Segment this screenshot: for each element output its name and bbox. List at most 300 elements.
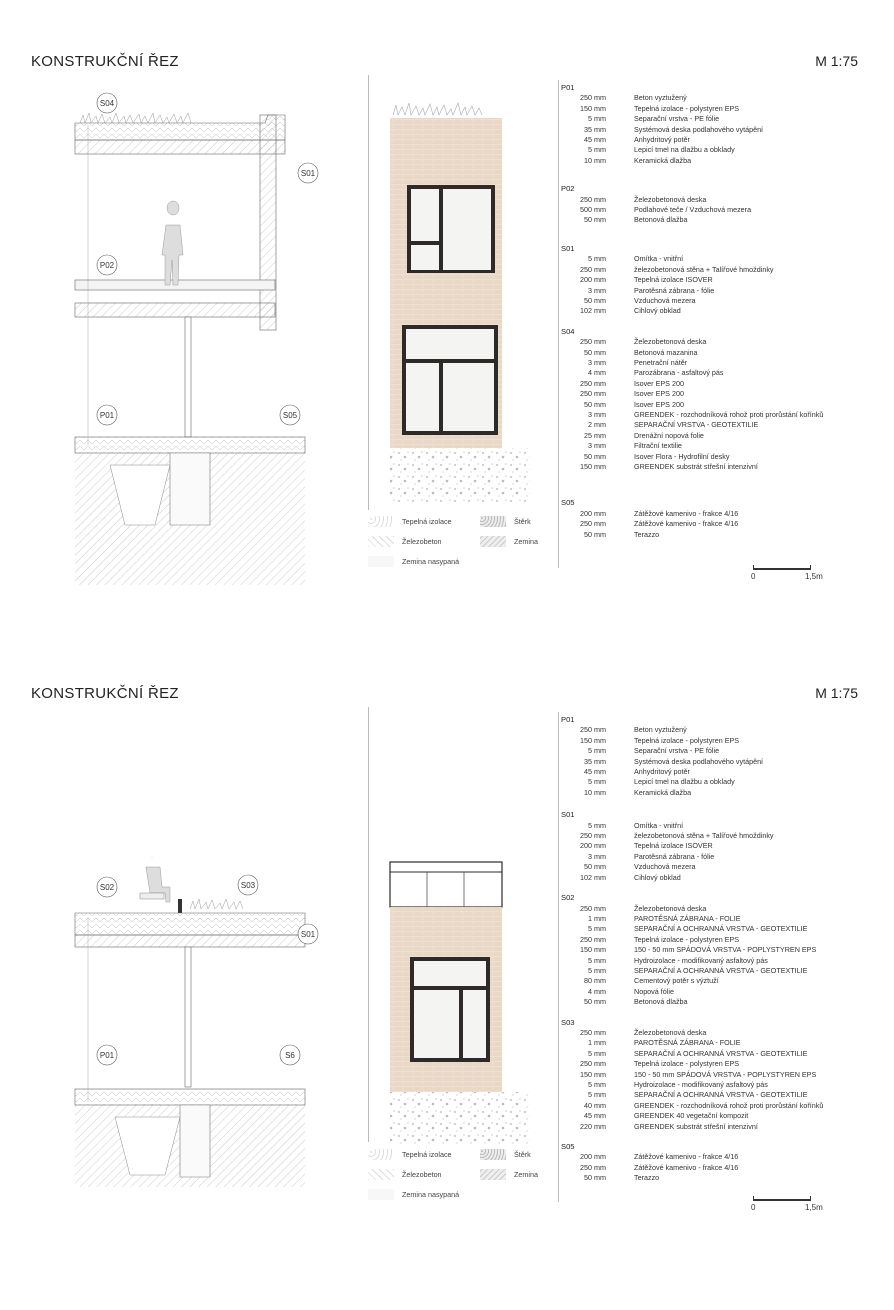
spec-block-s03 bbox=[561, 1028, 823, 1132]
spec-layer-row bbox=[561, 93, 823, 103]
layer-thickness: 250 mm bbox=[580, 389, 606, 399]
spec-layer-row bbox=[561, 195, 823, 205]
layer-thickness: 102 mm bbox=[580, 306, 606, 316]
spec-block-s04 bbox=[561, 337, 823, 472]
spec-layer-row bbox=[561, 1101, 823, 1111]
layer-thickness: 5 mm bbox=[588, 820, 606, 830]
spec-code: P02 bbox=[561, 184, 575, 194]
sheet-bottom bbox=[0, 632, 894, 1287]
layer-thickness: 1 mm bbox=[588, 913, 606, 923]
layer-thickness: 25 mm bbox=[584, 430, 606, 440]
ground-floor-slab bbox=[75, 1089, 305, 1105]
spec-layer-row bbox=[561, 725, 823, 735]
legend-swatch-gravel bbox=[480, 1149, 506, 1160]
spec-layer-row bbox=[561, 400, 823, 410]
layer-thickness: 50 mm bbox=[584, 1173, 606, 1183]
layer-material: Keramická dlažba bbox=[634, 155, 692, 165]
spec-block-p01 bbox=[561, 93, 823, 166]
layer-material: Lepicí tmel na dlažbu a obklady bbox=[634, 145, 735, 155]
layer-material: Nopová fólie bbox=[634, 986, 674, 996]
layer-material: Parotěsná zábrana - fólie bbox=[634, 285, 715, 295]
layer-thickness: 5 mm bbox=[588, 145, 606, 155]
marker-label: S01 bbox=[300, 930, 316, 939]
legend-item bbox=[368, 1149, 452, 1160]
legend-label: Zemina nasypaná bbox=[402, 1190, 460, 1199]
layer-thickness: 45 mm bbox=[584, 1111, 606, 1121]
scale-bar-end: 1,5m bbox=[805, 1203, 823, 1212]
layer-material: Separační vrstva - PE fólie bbox=[634, 746, 720, 756]
layer-material: PAROTĚSNÁ ZÁBRANA - FOLIE bbox=[634, 1038, 741, 1048]
layer-thickness: 250 mm bbox=[580, 725, 606, 735]
layer-thickness: 250 mm bbox=[580, 337, 606, 347]
layer-material: Hydroizolace - modifikovaný asfaltový pás bbox=[634, 955, 768, 965]
layer-material: Systémová deska podlahového vytápění bbox=[634, 756, 764, 766]
layer-material: Anhydritový potěr bbox=[634, 135, 690, 145]
spec-layer-row bbox=[561, 1090, 823, 1100]
layer-thickness: 5 mm bbox=[588, 1090, 606, 1100]
spec-layer-row bbox=[561, 462, 823, 472]
layer-material: Betonová mazanina bbox=[634, 347, 698, 357]
legend-item bbox=[368, 536, 442, 547]
spec-layer-row bbox=[561, 286, 823, 296]
legend-swatch-fill-soil bbox=[368, 556, 394, 567]
spec-layer-row bbox=[561, 841, 823, 851]
spec-layer-row bbox=[561, 410, 823, 420]
legend-label: Zemina nasypaná bbox=[402, 557, 460, 566]
spec-layer-row bbox=[561, 265, 823, 275]
layer-thickness: 40 mm bbox=[584, 1100, 606, 1110]
bench bbox=[140, 893, 164, 899]
spec-layer-row bbox=[561, 379, 823, 389]
roof-layers bbox=[75, 113, 285, 154]
spec-code: S04 bbox=[561, 326, 575, 336]
spec-layer-row bbox=[561, 997, 823, 1007]
spec-layer-row bbox=[561, 1152, 823, 1162]
layer-thickness: 250 mm bbox=[580, 934, 606, 944]
legend-label: Železobeton bbox=[402, 537, 442, 546]
layer-thickness: 3 mm bbox=[588, 357, 606, 367]
layer-material: Parotěsná zábrana - fólie bbox=[634, 851, 715, 861]
layer-thickness: 50 mm bbox=[584, 862, 606, 872]
spec-layer-row bbox=[561, 976, 823, 986]
spec-layer-row bbox=[561, 348, 823, 358]
parapet-post bbox=[178, 899, 182, 913]
layer-thickness: 2 mm bbox=[588, 420, 606, 430]
marker-label: P01 bbox=[99, 411, 115, 420]
layer-material: SEPARAČNÍ VRSTVA - GEOTEXTILIE bbox=[634, 420, 759, 430]
layer-material: Hydroizolace - modifikovaný asfaltový pás bbox=[634, 1080, 768, 1089]
layer-thickness: 500 mm bbox=[580, 205, 606, 215]
spec-layer-row bbox=[561, 215, 823, 225]
spec-layer-row bbox=[561, 145, 823, 155]
layer-thickness: 250 mm bbox=[580, 831, 606, 841]
legend-item bbox=[368, 516, 452, 527]
layer-material: Tepelná izolace - polystyren EPS bbox=[634, 934, 740, 944]
spec-layer-row bbox=[561, 852, 823, 862]
layer-material: GREENDEK substrát střešní intenzivní bbox=[634, 1121, 758, 1131]
spec-layer-row bbox=[561, 935, 823, 945]
marker-label: P02 bbox=[99, 261, 115, 270]
spec-layer-row bbox=[561, 945, 823, 955]
legend-item bbox=[480, 516, 531, 527]
layer-thickness: 220 mm bbox=[580, 1121, 606, 1131]
layer-thickness: 4 mm bbox=[588, 368, 606, 378]
legend-item bbox=[480, 1149, 531, 1160]
spec-layer-row bbox=[561, 1028, 823, 1038]
spec-block-s01 bbox=[561, 821, 823, 883]
layer-material: Isover EPS 200 bbox=[634, 378, 684, 388]
layer-material: SEPARAČNÍ A OCHRANNÁ VRSTVA - GEOTEXTILIE bbox=[634, 1048, 808, 1058]
layer-thickness: 250 mm bbox=[580, 1059, 606, 1069]
legend-item bbox=[480, 536, 538, 547]
legend-label: Zemina bbox=[514, 1170, 538, 1179]
layer-material: SEPARAČNÍ A OCHRANNÁ VRSTVA - GEOTEXTILIE bbox=[634, 924, 808, 934]
spec-layer-row bbox=[561, 914, 823, 924]
spec-layer-row bbox=[561, 757, 823, 767]
layer-material: Isover EPS 200 bbox=[634, 399, 684, 409]
layer-material: Cementový potěr s výztuží bbox=[634, 976, 719, 986]
spec-layer-row bbox=[561, 924, 823, 934]
marker-label: S03 bbox=[240, 881, 256, 890]
spec-layer-row bbox=[561, 1059, 823, 1069]
legend-swatch-soil bbox=[480, 1169, 506, 1180]
layer-specifications bbox=[561, 715, 823, 1184]
layer-thickness: 5 mm bbox=[588, 746, 606, 756]
legend-item bbox=[480, 1169, 538, 1180]
layer-material: Vzduchová mezera bbox=[634, 862, 696, 872]
spec-layer-row bbox=[561, 509, 823, 519]
spec-layer-row bbox=[561, 296, 823, 306]
spec-layer-row bbox=[561, 114, 823, 124]
layer-thickness: 250 mm bbox=[580, 264, 606, 274]
layer-thickness: 150 mm bbox=[580, 103, 606, 113]
layer-material: Tepelná izolace - polystyren EPS bbox=[634, 103, 740, 113]
spec-layer-row bbox=[561, 987, 823, 997]
spec-block-s05 bbox=[561, 509, 823, 540]
spec-code: S01 bbox=[561, 243, 575, 253]
layer-material: Beton vyztužený bbox=[634, 93, 687, 103]
layer-material: Omítka - vnitřní bbox=[634, 820, 684, 830]
spec-layer-row bbox=[561, 767, 823, 777]
spec-layer-row bbox=[561, 420, 823, 430]
layer-thickness: 102 mm bbox=[580, 872, 606, 882]
spec-layer-row bbox=[561, 904, 823, 914]
scale-bar-end: 1,5m bbox=[805, 572, 823, 581]
legend-swatch-concrete bbox=[368, 1169, 394, 1180]
spec-block-s02 bbox=[561, 904, 823, 1008]
layer-thickness: 3 mm bbox=[588, 851, 606, 861]
spec-layer-row bbox=[561, 125, 823, 135]
legend-item bbox=[368, 1169, 442, 1180]
layer-material: Beton vyztužený bbox=[634, 725, 687, 735]
spec-layer-row bbox=[561, 777, 823, 787]
layer-material: Betonová dlažba bbox=[634, 215, 688, 225]
layer-thickness: 50 mm bbox=[584, 295, 606, 305]
layer-thickness: 80 mm bbox=[584, 976, 606, 986]
layer-material: Tepelná izolace ISOVER bbox=[634, 841, 713, 851]
layer-thickness: 45 mm bbox=[584, 767, 606, 777]
spec-layer-row bbox=[561, 1111, 823, 1121]
layer-material: SEPARAČNÍ A OCHRANNÁ VRSTVA - GEOTEXTILIE bbox=[634, 965, 808, 975]
legend-item bbox=[368, 1189, 459, 1200]
spec-code: S02 bbox=[561, 893, 575, 903]
scale-bar-start: 0 bbox=[751, 572, 756, 581]
spec-block-s05 bbox=[561, 1152, 823, 1183]
layer-material: Drenážní nopová folie bbox=[634, 430, 704, 440]
window-upper bbox=[407, 185, 495, 273]
layer-material: Železobetonová deska bbox=[634, 1027, 707, 1037]
spec-layer-row bbox=[561, 530, 823, 540]
layer-thickness: 150 mm bbox=[580, 462, 606, 471]
person-silhouette bbox=[162, 201, 183, 285]
spec-layer-row bbox=[561, 873, 823, 883]
column bbox=[185, 947, 191, 1087]
roof-layers bbox=[75, 913, 305, 947]
layer-material: Terazzo bbox=[634, 529, 660, 539]
layer-thickness: 250 mm bbox=[580, 903, 606, 913]
layer-thickness: 4 mm bbox=[588, 986, 606, 996]
sheet-title: KONSTRUKČNÍ ŘEZ bbox=[31, 685, 179, 702]
layer-thickness: 35 mm bbox=[584, 756, 606, 766]
sheet-scale: M 1:75 bbox=[815, 53, 858, 69]
legend-label: Tepelná izolace bbox=[402, 1150, 452, 1159]
spec-code: S01 bbox=[561, 810, 575, 820]
spec-layer-row bbox=[561, 275, 823, 285]
spec-layer-row bbox=[561, 441, 823, 451]
layer-thickness: 50 mm bbox=[584, 451, 606, 461]
spec-block-p02 bbox=[561, 195, 823, 226]
layer-material: Tepelná izolace ISOVER bbox=[634, 275, 713, 285]
layer-material: železobetonová stěna + Talířové hmoždinky bbox=[634, 831, 774, 841]
layer-material: Podlahové teče / Vzduchová mezera bbox=[634, 205, 752, 215]
specs-border bbox=[558, 80, 559, 568]
layer-material: Vzduchová mezera bbox=[634, 295, 696, 305]
layer-material: Železobetonová deska bbox=[634, 194, 707, 204]
legend-label: Štěrk bbox=[514, 1150, 531, 1159]
layer-material: Zátěžové kamenivo - frakce 4/16 bbox=[634, 508, 739, 518]
spec-layer-row bbox=[561, 1049, 823, 1059]
construction-section-drawing bbox=[70, 857, 320, 1187]
window bbox=[410, 957, 490, 1062]
layer-material: Omítka - vnitřní bbox=[634, 254, 684, 264]
marker-label: S04 bbox=[99, 99, 115, 108]
spec-layer-row bbox=[561, 104, 823, 114]
layer-material: 150 - 50 mm SPÁDOVÁ VRSTVA - POPLYSTYREN EPS bbox=[634, 1069, 817, 1079]
legend-swatch-soil bbox=[480, 536, 506, 547]
spec-layer-row bbox=[561, 337, 823, 347]
spec-layer-row bbox=[561, 821, 823, 831]
spec-layer-row bbox=[561, 1038, 823, 1048]
spec-layer-row bbox=[561, 1163, 823, 1173]
layer-material: Terazzo bbox=[634, 1173, 660, 1183]
gravel-ground bbox=[390, 448, 530, 503]
legend-label: Štěrk bbox=[514, 517, 531, 526]
layer-thickness: 200 mm bbox=[580, 841, 606, 851]
spec-layer-row bbox=[561, 1070, 823, 1080]
marker-label: S02 bbox=[99, 883, 115, 892]
spec-layer-row bbox=[561, 1173, 823, 1183]
legend-swatch-fill-soil bbox=[368, 1189, 394, 1200]
layer-material: GREENDEK - rozchodníková rohož proti prorůstání kořínků bbox=[634, 1100, 824, 1110]
column bbox=[185, 317, 191, 437]
layer-material: Železobetonová deska bbox=[634, 903, 707, 913]
facade-elevation bbox=[368, 90, 543, 510]
spec-layer-row bbox=[561, 1122, 823, 1132]
layer-material: Zátěžové kamenivo - frakce 4/16 bbox=[634, 1152, 739, 1162]
layer-thickness: 50 mm bbox=[584, 347, 606, 357]
spec-layer-row bbox=[561, 306, 823, 316]
layer-material: Tepelná izolace - polystyren EPS bbox=[634, 735, 740, 745]
layer-material: PAROTĚSNÁ ZÁBRANA - FOLIE bbox=[634, 913, 741, 923]
section-markers bbox=[97, 875, 318, 1065]
layer-material: GREENDEK 40 vegetační kompozit bbox=[634, 1111, 749, 1121]
spec-layer-row bbox=[561, 358, 823, 368]
layer-material: Lepicí tmel na dlažbu a obklady bbox=[634, 777, 735, 787]
sheet-title: KONSTRUKČNÍ ŘEZ bbox=[31, 53, 179, 70]
layer-thickness: 5 mm bbox=[588, 965, 606, 975]
layer-material: Cihlový obklad bbox=[634, 306, 681, 316]
layer-thickness: 200 mm bbox=[580, 275, 606, 285]
spec-block-p01 bbox=[561, 725, 823, 798]
spec-layer-row bbox=[561, 389, 823, 399]
layer-specifications bbox=[561, 83, 823, 540]
layer-thickness: 250 mm bbox=[580, 1162, 606, 1172]
marker-label: P01 bbox=[99, 1051, 115, 1060]
layer-thickness: 250 mm bbox=[580, 194, 606, 204]
layer-material: Zátěžové kamenivo - frakce 4/16 bbox=[634, 1162, 739, 1172]
spec-code: S05 bbox=[561, 498, 575, 508]
layer-thickness: 35 mm bbox=[584, 124, 606, 134]
spec-layer-row bbox=[561, 1080, 823, 1090]
spec-block-s01 bbox=[561, 254, 823, 316]
layer-thickness: 5 mm bbox=[588, 955, 606, 965]
layer-thickness: 3 mm bbox=[588, 409, 606, 419]
layer-thickness: 10 mm bbox=[584, 787, 606, 797]
layer-thickness: 50 mm bbox=[584, 215, 606, 225]
layer-material: Betonová dlažba bbox=[634, 997, 688, 1007]
rooftop-glazing bbox=[390, 862, 502, 907]
gravel-ground bbox=[390, 1092, 530, 1144]
layer-thickness: 3 mm bbox=[588, 441, 606, 451]
layer-thickness: 5 mm bbox=[588, 777, 606, 787]
spec-layer-row bbox=[561, 519, 823, 529]
layer-material: Zátěžové kamenivo - frakce 4/16 bbox=[634, 519, 739, 529]
layer-thickness: 250 mm bbox=[580, 1027, 606, 1037]
spec-layer-row bbox=[561, 862, 823, 872]
legend-swatch-insulation bbox=[368, 516, 394, 527]
layer-material: Tepelná izolace - polystyren EPS bbox=[634, 1059, 740, 1069]
spec-code: P01 bbox=[561, 83, 575, 92]
layer-thickness: 250 mm bbox=[580, 378, 606, 388]
layer-material: Anhydritový potěr bbox=[634, 767, 690, 777]
legend-label: Železobeton bbox=[402, 1170, 442, 1179]
marker-label: S05 bbox=[282, 411, 298, 420]
facade-elevation bbox=[368, 857, 543, 1147]
legend-swatch-gravel bbox=[480, 516, 506, 527]
scale-bar-start: 0 bbox=[751, 1203, 756, 1212]
marker-label: S6 bbox=[285, 1051, 295, 1060]
legend-label: Zemina bbox=[514, 537, 538, 546]
layer-thickness: 250 mm bbox=[580, 519, 606, 529]
spec-layer-row bbox=[561, 254, 823, 264]
layer-material: 150 - 50 mm SPÁDOVÁ VRSTVA - POPLYSTYREN EPS bbox=[634, 945, 817, 955]
layer-material: SEPARAČNÍ A OCHRANNÁ VRSTVA - GEOTEXTILIE bbox=[634, 1090, 808, 1100]
legend-swatch-concrete bbox=[368, 536, 394, 547]
floor-slab-structure bbox=[75, 303, 275, 317]
spec-layer-row bbox=[561, 746, 823, 756]
layer-thickness: 50 mm bbox=[584, 997, 606, 1007]
spec-layer-row bbox=[561, 156, 823, 166]
layer-thickness: 5 mm bbox=[588, 1048, 606, 1058]
spec-code: S05 bbox=[561, 1142, 575, 1152]
spec-layer-row bbox=[561, 831, 823, 841]
layer-material: Isover EPS 200 bbox=[634, 389, 684, 399]
foundation bbox=[180, 1105, 210, 1177]
spec-layer-row bbox=[561, 788, 823, 798]
ground-floor-slab bbox=[75, 437, 305, 453]
layer-thickness: 150 mm bbox=[580, 945, 606, 955]
legend-label: Tepelná izolace bbox=[402, 517, 452, 526]
layer-thickness: 1 mm bbox=[588, 1038, 606, 1048]
layer-thickness: 10 mm bbox=[584, 155, 606, 165]
layer-material: Separační vrstva - PE fólie bbox=[634, 114, 720, 124]
layer-thickness: 50 mm bbox=[584, 529, 606, 539]
facade-wall bbox=[260, 115, 276, 330]
layer-thickness: 150 mm bbox=[580, 1069, 606, 1079]
spec-layer-row bbox=[561, 135, 823, 145]
spec-code: S03 bbox=[561, 1017, 575, 1027]
layer-material: Penetrační nátěr bbox=[634, 357, 688, 367]
layer-thickness: 5 mm bbox=[588, 1080, 606, 1089]
sheet-scale: M 1:75 bbox=[815, 685, 858, 701]
layer-thickness: 3 mm bbox=[588, 285, 606, 295]
layer-thickness: 50 mm bbox=[584, 399, 606, 409]
layer-thickness: 5 mm bbox=[588, 924, 606, 934]
layer-material: Filtrační textilie bbox=[634, 441, 682, 451]
spec-layer-row bbox=[561, 431, 823, 441]
layer-thickness: 200 mm bbox=[580, 508, 606, 518]
marker-label: S01 bbox=[300, 169, 316, 178]
spec-layer-row bbox=[561, 966, 823, 976]
layer-thickness: 250 mm bbox=[580, 93, 606, 103]
layer-material: GREENDEK substrát střešní intenzivní bbox=[634, 462, 758, 471]
layer-material: Isover Flora - Hydrofilní desky bbox=[634, 451, 730, 461]
spec-code: P01 bbox=[561, 715, 575, 724]
spec-layer-row bbox=[561, 956, 823, 966]
spec-layer-row bbox=[561, 452, 823, 462]
layer-thickness: 150 mm bbox=[580, 735, 606, 745]
window-lower bbox=[402, 325, 498, 435]
foundation bbox=[170, 453, 210, 525]
spec-layer-row bbox=[561, 368, 823, 378]
layer-material: Železobetonová deska bbox=[634, 337, 707, 347]
layer-material: železobetonová stěna + Talířové hmoždinky bbox=[634, 264, 774, 274]
layer-thickness: 45 mm bbox=[584, 135, 606, 145]
spec-layer-row bbox=[561, 205, 823, 215]
spec-layer-row bbox=[561, 736, 823, 746]
layer-material: Keramická dlažba bbox=[634, 787, 692, 797]
legend-swatch-insulation bbox=[368, 1149, 394, 1160]
layer-material: Cihlový obklad bbox=[634, 872, 681, 882]
layer-material: Systémová deska podlahového vytápění bbox=[634, 124, 764, 134]
specs-border bbox=[558, 712, 559, 1202]
layer-thickness: 200 mm bbox=[580, 1152, 606, 1162]
layer-material: GREENDEK - rozchodníková rohož proti prorůstání kořínků bbox=[634, 409, 824, 419]
layer-thickness: 5 mm bbox=[588, 254, 606, 264]
construction-section-drawing bbox=[70, 85, 320, 585]
layer-material: Parozábrana - asfaltový pás bbox=[634, 368, 724, 378]
layer-thickness: 5 mm bbox=[588, 114, 606, 124]
